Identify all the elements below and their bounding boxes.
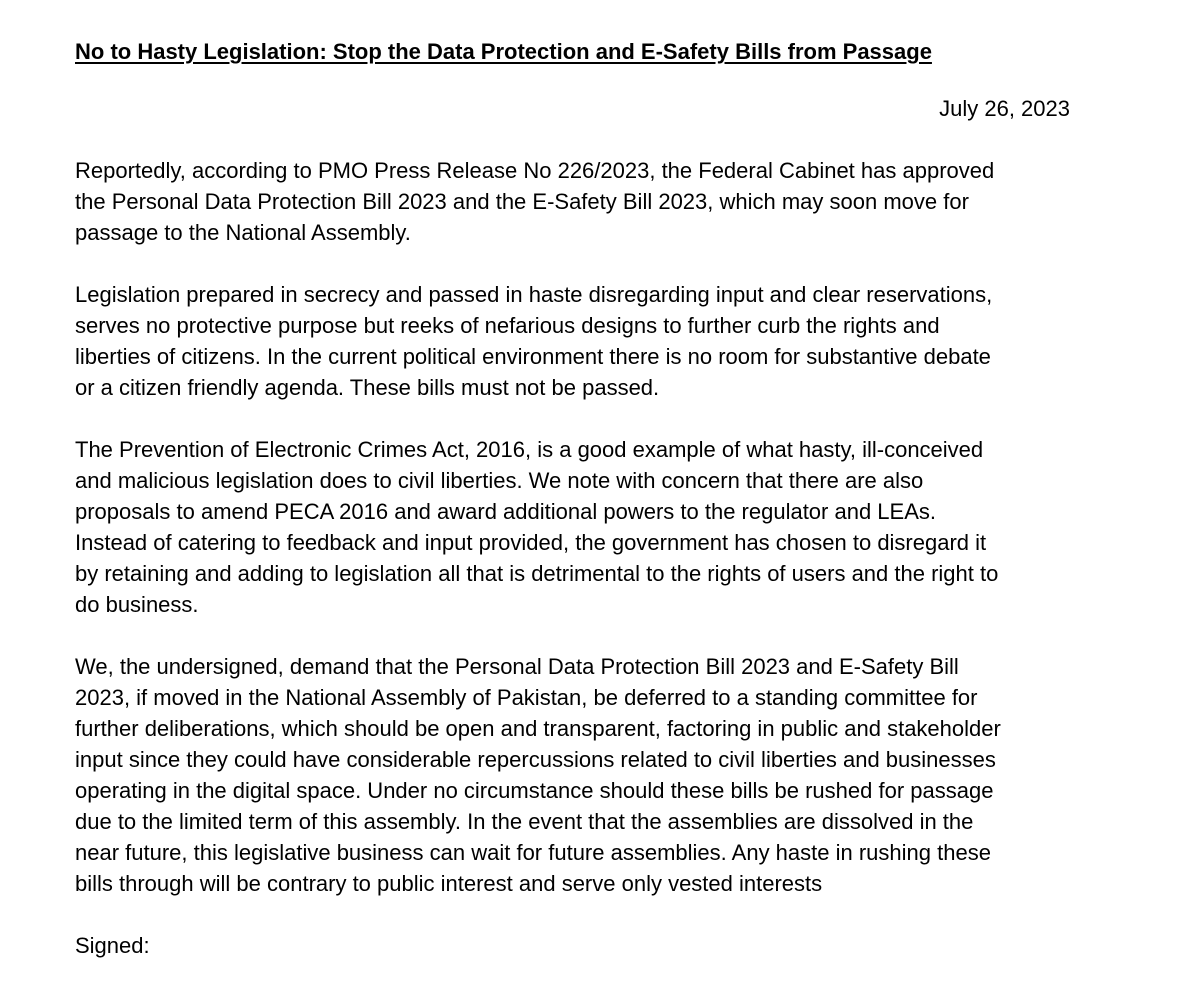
paragraph-peca-example: The Prevention of Electronic Crimes Act, 2016, is a good example of what hasty, ill-conceived and malicious legislation does to civil liberties. We note with concern that there are also proposals to amend PECA 2016 and award additional powers to the regulator and LEAs. Instead of catering to feedback and input provided, the government has chosen to disregard it by retaining and adding to legislation all that is detrimental to the rights of users and the right to do business. [75,437,999,617]
paragraph-demand: We, the undersigned, demand that the Personal Data Protection Bill 2023 and E-Safety Bill 2023, if moved in the National Assembly of Pakistan, be deferred to a standing committee for further deliberations, which should be open and transparent, factoring in public and stakeholder input since they could have considerable repercussions related to civil liberties and businesses operating in the digital space. Under no circumstance should these bills be rushed for passage due to the limited term of this assembly. In the event that the assemblies are dissolved in the near future, this legislative business can wait for future assemblies. Any haste in rushing these bills through will be contrary to public interest and serve only vested interests [75,654,1001,896]
document-title: No to Hasty Legislation: Stop the Data Protection and E-Safety Bills from Passage [75,39,932,64]
signed-label: Signed: [75,933,150,958]
paragraph-intro: Reportedly, according to PMO Press Release No 226/2023, the Federal Cabinet has approved the Personal Data Protection Bill 2023 and the E-Safety Bill 2023, which may soon move for passage to the National Assembly. [75,158,995,245]
paragraph-legislation-secrecy: Legislation prepared in secrecy and passed in haste disregarding input and clear reservations, serves no protective purpose but reeks of nefarious designs to further curb the rights and liberties of citizens. In the current political environment there is no room for substantive debate or a citizen friendly agenda. These bills must not be passed. [75,282,993,400]
document-date: July 26, 2023 [939,96,1070,121]
